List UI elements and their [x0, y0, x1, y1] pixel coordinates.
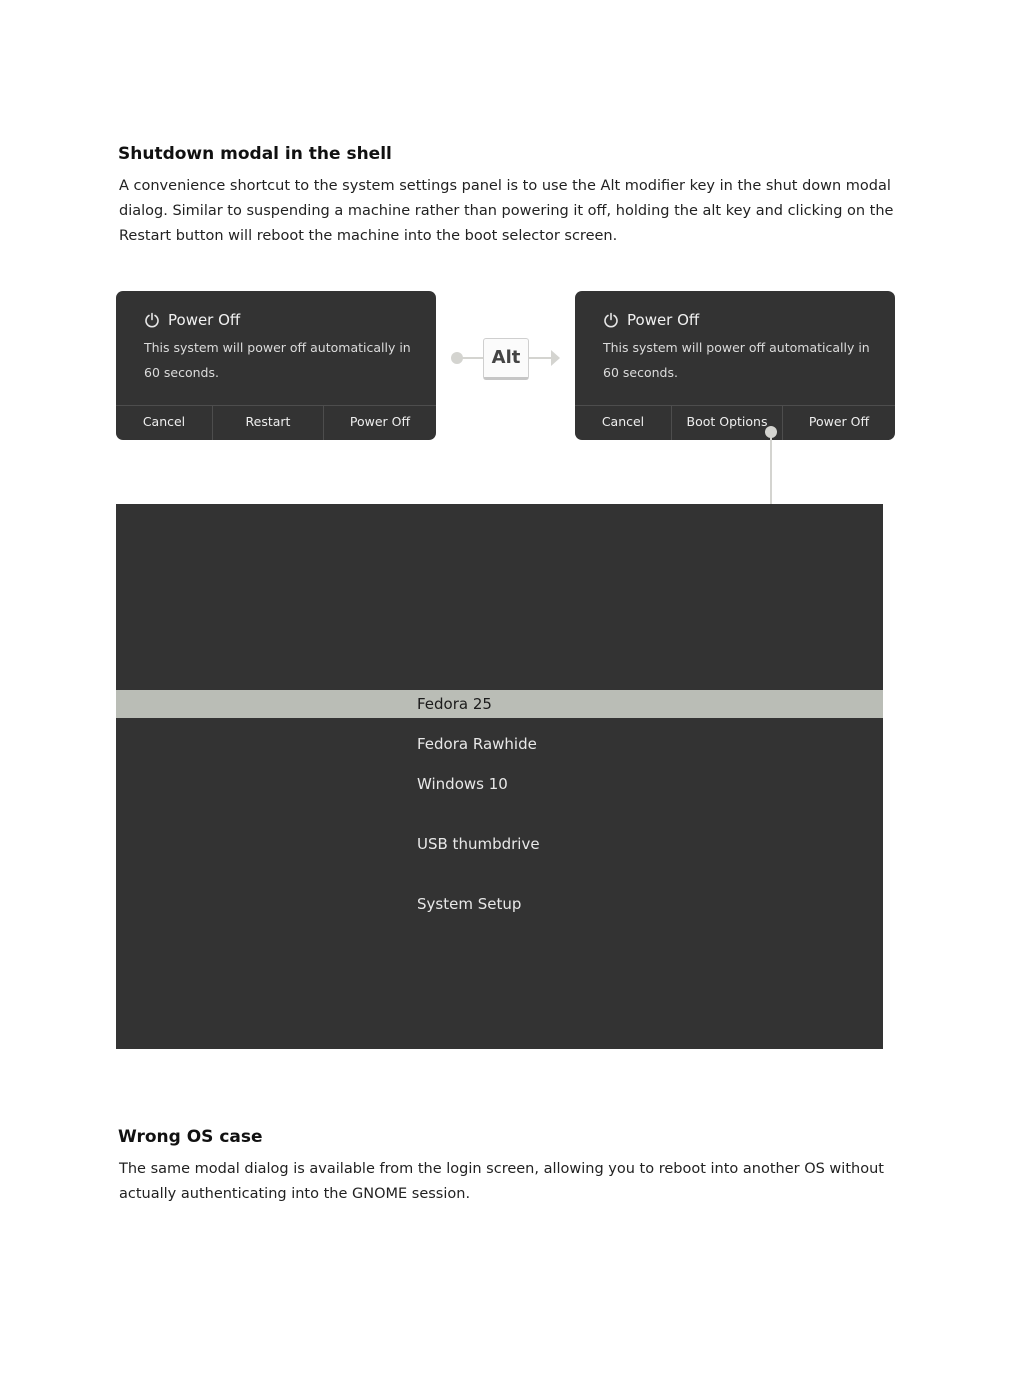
restart-button[interactable]: Restart — [213, 406, 324, 440]
boot-item-system-setup[interactable]: System Setup — [417, 895, 522, 913]
section-heading-wrong-os: Wrong OS case — [118, 1127, 263, 1147]
power-off-modal-default — [116, 291, 436, 440]
section-heading-shutdown-modal: Shutdown modal in the shell — [118, 144, 392, 164]
cancel-button[interactable]: Cancel — [116, 406, 213, 440]
power-off-button[interactable]: Power Off — [349, 414, 411, 429]
power-icon — [603, 312, 619, 328]
power-off-button[interactable]: Power Off — [808, 414, 870, 429]
boot-item-fedora-rawhide[interactable]: Fedora Rawhide — [417, 735, 537, 753]
power-off-modal-alt — [575, 291, 895, 440]
modal-title: Power Off — [627, 311, 700, 329]
section-paragraph-wrong-os: The same modal dialog is available from the login screen, allowing you to reboot into another OS without actually authenticating into the GNOME session. — [119, 1161, 884, 1202]
modal-message: This system will power off automatically in 60 seconds. — [603, 340, 870, 380]
boot-options-button[interactable]: Boot Options — [672, 406, 783, 440]
boot-item-fedora-25[interactable]: Fedora 25 — [116, 690, 883, 718]
section-paragraph-shutdown-modal: A convenience shortcut to the system settings panel is to use the Alt modifier key in the shut down modal dialog. Similar to suspending a machine rather than powering it off, holding the alt key and clicking on the Restart button will reboot the machine into the boot selector screen. — [119, 178, 894, 244]
modal-title-row — [603, 311, 699, 329]
boot-item-usb-thumbdrive[interactable]: USB thumbdrive — [417, 835, 540, 853]
modal-button-row — [575, 405, 895, 440]
modal-title: Power Off — [168, 311, 241, 329]
power-icon — [144, 312, 160, 328]
alt-key: Alt — [483, 338, 529, 380]
boot-selector-screen — [116, 504, 883, 1049]
modal-message: This system will power off automatically in 60 seconds. — [144, 340, 411, 380]
modal-button-row — [116, 405, 436, 440]
boot-item-windows-10[interactable]: Windows 10 — [417, 775, 508, 793]
cancel-button[interactable]: Cancel — [575, 406, 672, 440]
modal-title-row — [144, 311, 240, 329]
